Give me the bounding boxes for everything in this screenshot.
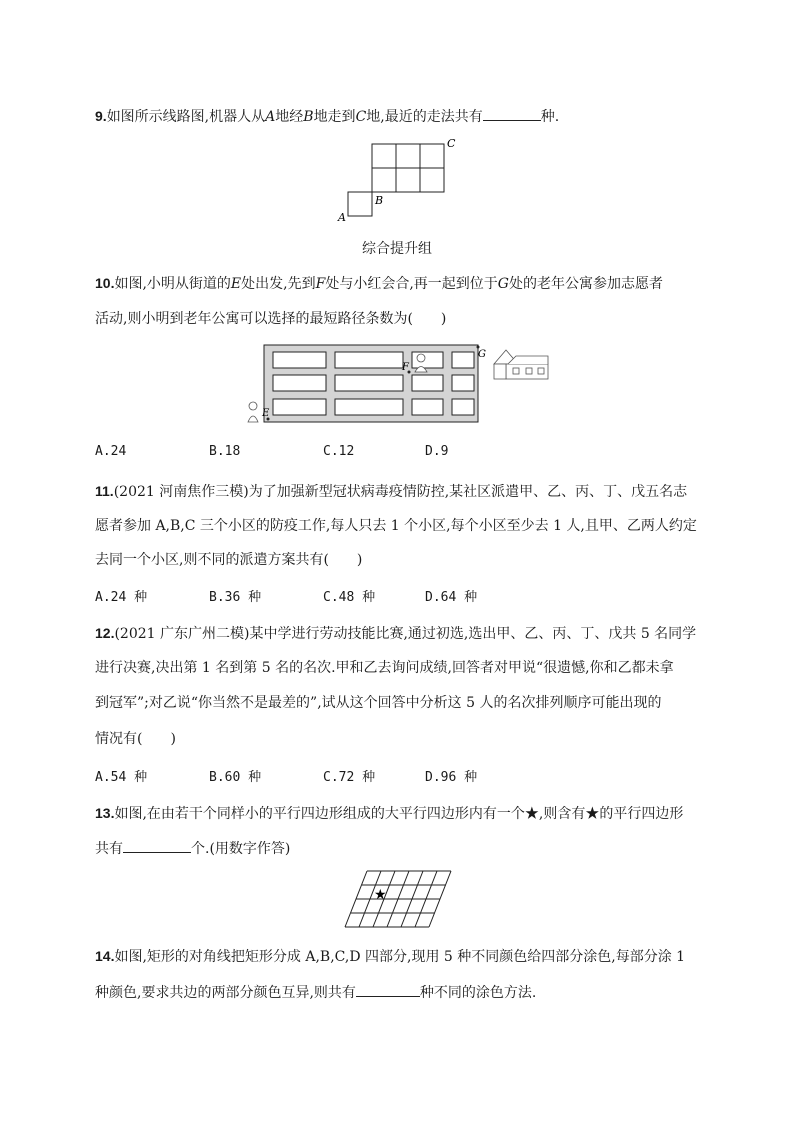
q9-label-c: C bbox=[447, 137, 456, 150]
q10-option-a: A.24 bbox=[95, 444, 127, 459]
q10-street-map-figure bbox=[244, 342, 564, 428]
q12-number: 12. bbox=[95, 625, 115, 641]
q10-option-b: B.18 bbox=[209, 444, 241, 459]
q11-line2: 愿者参加 A,B,C 三个小区的防疫工作,每人只去 1 个小区,每个小区至少去 1 人,且甲、乙两人约定 bbox=[95, 518, 697, 534]
section-title: 综合提升组 bbox=[362, 241, 432, 257]
q11-option-b: B.36 种 bbox=[209, 590, 262, 605]
q9-route-figure bbox=[330, 135, 470, 227]
q14-line1: 14.如图,矩形的对角线把矩形分成 A,B,C,D 四部分,现用 5 种不同颜色给四部分涂色,每部分涂 1 bbox=[95, 948, 686, 965]
q14-line2: 种颜色,要求共边的两部分颜色互异,则共有 种不同的涂色方法. bbox=[95, 982, 536, 1003]
q10-line2: 活动,则小明到老年公寓可以选择的最短路径条数为( ) bbox=[95, 311, 447, 327]
q11-option-a: A.24 种 bbox=[95, 590, 148, 605]
q12-line3: 到冠军”;对乙说“你当然不是最差的”,试从这个回答中分析这 5 人的名次排列顺序可能出现的 bbox=[95, 695, 662, 711]
q10-label-g: G bbox=[478, 349, 486, 360]
q14-number: 14. bbox=[95, 948, 115, 964]
q12-line1: 12.(2021 广东广州二模)某中学进行劳动技能比赛,通过初选,选出甲、乙、丙、丁、戊共 5 名同学 bbox=[95, 625, 697, 642]
q12-option-c: C.72 种 bbox=[323, 770, 376, 785]
q12-option-a: A.54 种 bbox=[95, 770, 148, 785]
q12-option-b: B.60 种 bbox=[209, 770, 262, 785]
q11-option-d: D.64 种 bbox=[425, 590, 478, 605]
q12-option-d: D.96 种 bbox=[425, 770, 478, 785]
q10-option-d: D.9 bbox=[425, 444, 449, 459]
q11-line3: 去同一个小区,则不同的派遣方案共有( ) bbox=[95, 552, 363, 568]
star-icon: ★ bbox=[374, 887, 387, 903]
q10-line1: 10.如图,小明从街道的E处出发,先到F处与小红会合,再一起到位于G处的老年公寓参加志愿者 bbox=[95, 275, 663, 292]
q12-line2: 进行决赛,决出第 1 名到第 5 名的名次.甲和乙去询问成绩,回答者对甲说“很遗憾,你和乙都未拿 bbox=[95, 660, 674, 676]
q9-label-b: B bbox=[375, 194, 384, 207]
q13-line1: 13.如图,在由若干个同样小的平行四边形组成的大平行四边形内有一个★,则含有★的平行四边形 bbox=[95, 805, 684, 822]
q9-text: 9.如图所示线路图,机器人从A地经B地走到C地,最近的走法共有 种. bbox=[95, 108, 560, 125]
q10-label-e: E bbox=[262, 408, 270, 419]
person-e-icon bbox=[248, 402, 258, 422]
q13-parallelogram-grid bbox=[340, 870, 460, 934]
q9-number: 9. bbox=[95, 108, 107, 124]
q11-number: 11. bbox=[95, 483, 114, 499]
q10-number: 10. bbox=[95, 275, 115, 291]
q9-answer-blank bbox=[483, 106, 541, 121]
q11-option-c: C.48 种 bbox=[323, 590, 376, 605]
senior-apartment-icon bbox=[494, 350, 548, 379]
q11-line1: 11.(2021 河南焦作三模)为了加强新型冠状病毒疫情防控,某社区派遣甲、乙、丙、丁、戊五名志 bbox=[95, 483, 688, 500]
q14-answer-blank bbox=[356, 982, 420, 997]
q10-label-f: F bbox=[402, 362, 409, 373]
q12-line4: 情况有( ) bbox=[95, 731, 176, 747]
q10-option-c: C.12 bbox=[323, 444, 355, 459]
q13-line2: 共有 个.(用数字作答) bbox=[95, 838, 290, 859]
q13-answer-blank bbox=[123, 838, 191, 853]
q13-number: 13. bbox=[95, 805, 115, 821]
q9-label-a: A bbox=[338, 211, 346, 224]
